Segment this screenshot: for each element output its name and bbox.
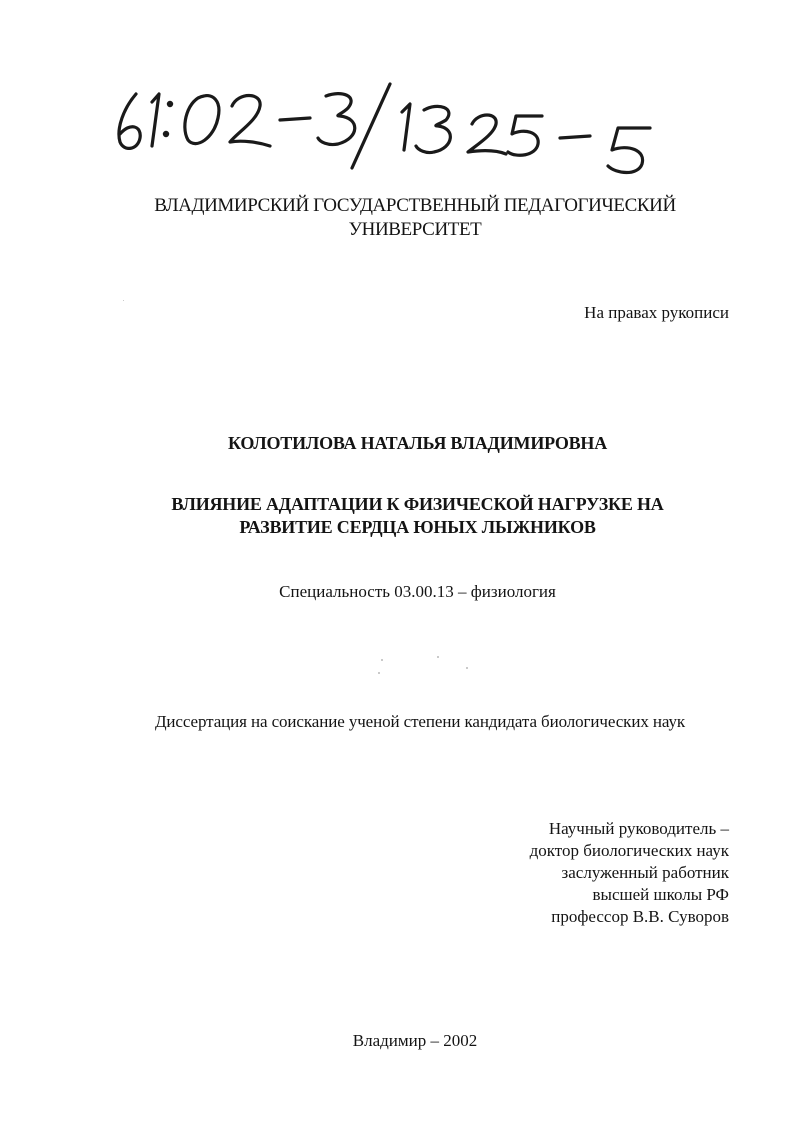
dissertation-title <box>0 493 793 539</box>
dissertation-title-line-1: ВЛИЯНИЕ АДАПТАЦИИ К ФИЗИЧЕСКОЙ НАГРУЗКЕ НА <box>171 494 664 514</box>
supervisor-line-4: высшей школы РФ <box>592 885 729 904</box>
supervisor-line-5: профессор В.В. Суворов <box>551 907 729 926</box>
scan-speck <box>466 667 468 669</box>
supervisor-block <box>530 818 729 928</box>
university-name <box>115 194 715 242</box>
specialty: Специальность 03.00.13 – физиология <box>279 582 556 601</box>
university-name-line-1: ВЛАДИМИРСКИЙ ГОСУДАРСТВЕННЫЙ ПЕДАГОГИЧЕСКИЙ <box>154 195 676 216</box>
dissertation-title-line-2: РАЗВИТИЕ СЕРДЦА ЮНЫХ ЛЫЖНИКОВ <box>239 517 596 537</box>
scan-speck <box>123 300 124 301</box>
scan-speck <box>378 672 380 674</box>
supervisor-line-1: Научный руководитель – <box>548 819 729 838</box>
scan-speck <box>381 659 383 661</box>
supervisor-line-2: доктор биологических наук <box>529 841 729 860</box>
dissertation-degree: Диссертация на соискание ученой степени кандидата биологических наук <box>154 712 686 731</box>
scan-speck <box>437 656 439 658</box>
rights-note: На правах рукописи <box>584 303 729 322</box>
university-name-line-2: УНИВЕРСИТЕТ <box>348 219 482 240</box>
supervisor-line-3: заслуженный работник <box>561 863 729 882</box>
author-name: КОЛОТИЛОВА НАТАЛЬЯ ВЛАДИМИРОВНА <box>227 433 608 453</box>
handwritten-archive-code <box>112 76 672 176</box>
city-year: Владимир – 2002 <box>352 1031 478 1050</box>
